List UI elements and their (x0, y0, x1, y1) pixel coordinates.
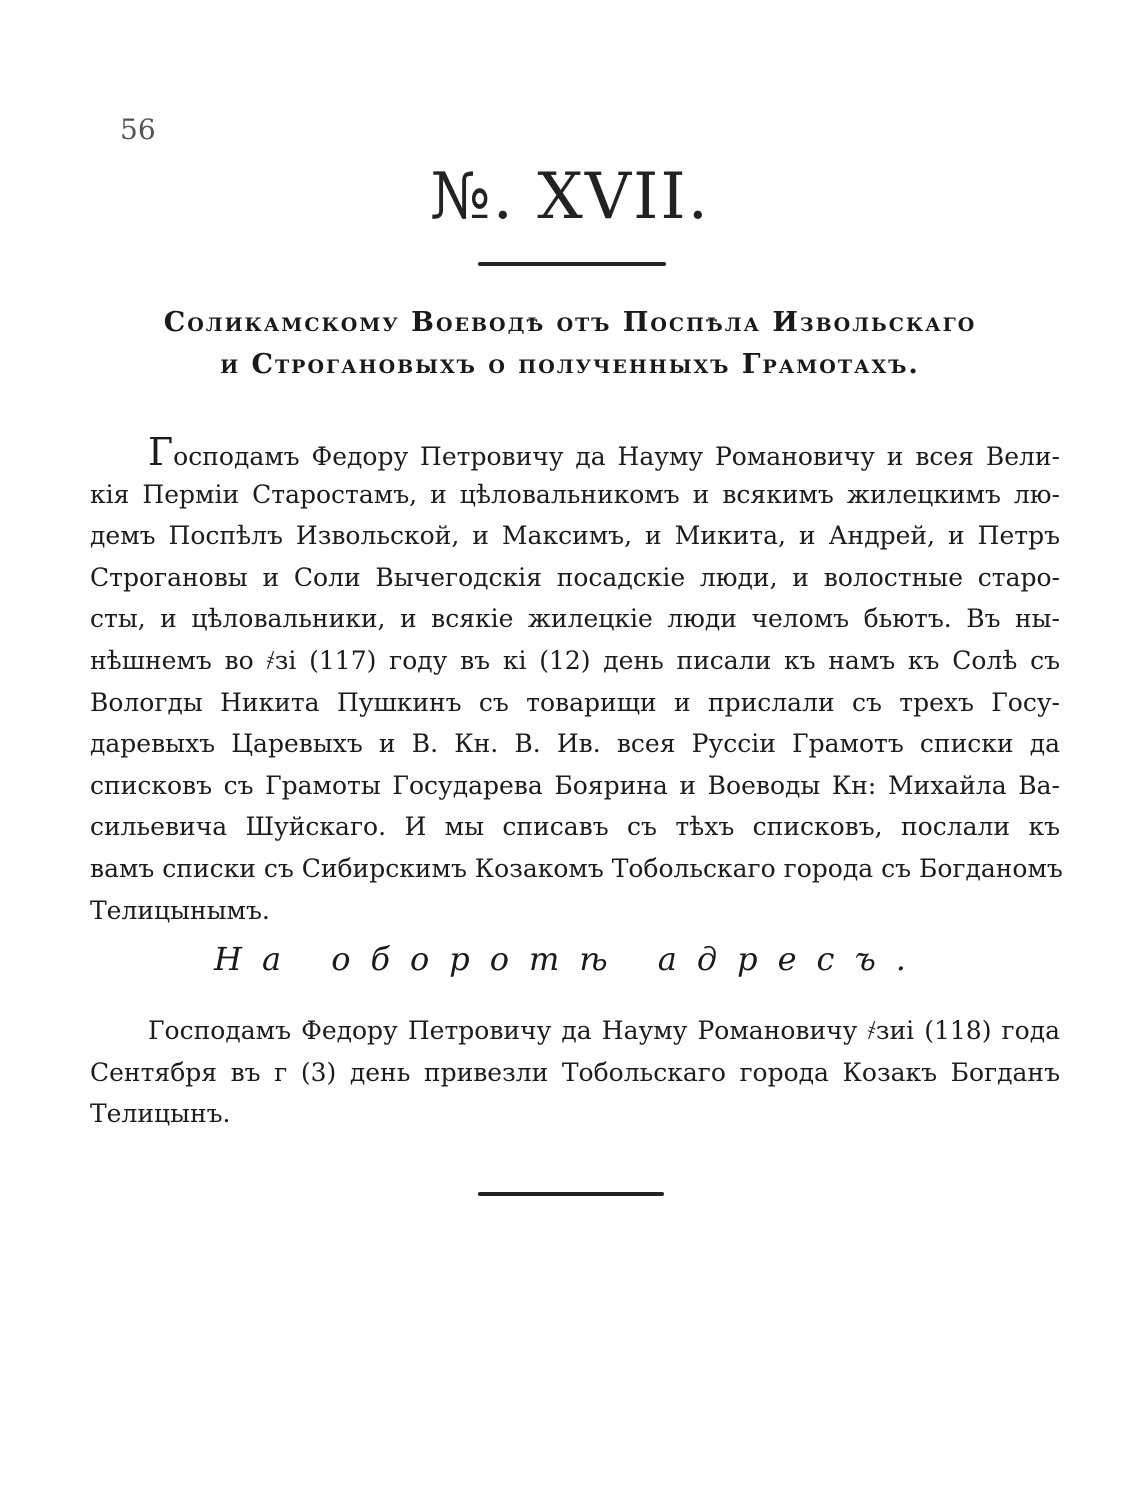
document-number: №. XVII. (430, 160, 710, 234)
text-line: Строгановы и Соли Вычегодскія посадскіе люди, и волостные старо- (90, 562, 1060, 592)
heading-line: Соликамскому Воеводѣ отъ Поспѣла Извольскаго (163, 307, 977, 338)
address-title: На оборотѣ адресъ. (214, 940, 926, 978)
text-line: кія Перміи Старостамъ, и цѣловальникомъ и всякимъ жилецкимъ лю- (90, 479, 1060, 509)
bottom-divider (478, 1192, 664, 1196)
text-line: списковъ съ Грамоты Государева Боярина и Воеводы Кн: Михайла Ва- (90, 770, 1060, 800)
heading-line: и Строгановыхъ о полученныхъ Грамотахъ. (220, 349, 920, 380)
text-line: вамъ списки съ Сибирскимъ Козакомъ Тобольскаго города съ Богданомъ (90, 853, 1063, 883)
text-line: нѣшнемъ во ҂зі (117) году въ кі (12) день писали къ намъ къ Солѣ съ (90, 645, 1060, 675)
drop-cap: Г (148, 430, 174, 474)
text-line: Телицынымъ. (90, 895, 270, 925)
text-line: Господамъ Федору Петровичу да Науму Романовичу ҂зиі (118) года (148, 1016, 1060, 1045)
document-heading (70, 302, 1070, 386)
page-number: 56 (120, 113, 156, 146)
text-line-rest: осподамъ Федору Петровичу да Науму Романовичу и всея Вели- (173, 442, 1060, 471)
text-line: Телицынъ. (90, 1099, 231, 1129)
text-line: сильевича Шуйскаго. И мы списавъ съ тѣхъ списковъ, послали къ (90, 812, 1060, 842)
text-line: Вологды Никита Пушкинъ съ товарищи и прислали съ трехъ Госу- (90, 687, 1060, 717)
text-line: даревыхъ Царевыхъ и В. Кн. В. Ив. всея Руссіи Грамотъ списки да (90, 729, 1060, 759)
top-divider (478, 262, 666, 266)
text-line: сты, и цѣловальники, и всякіе жилецкіе люди челомъ бьютъ. Въ ны- (90, 604, 1060, 634)
text-line (90, 432, 1060, 474)
text-line: демъ Поспѣлъ Извольской, и Максимъ, и Микита, и Андрей, и Петръ (90, 521, 1060, 551)
main-text (90, 430, 1063, 931)
text-line: Сентября въ г (3) день привезли Тобольскаго города Козакъ Богданъ (90, 1057, 1060, 1087)
address-text (90, 1010, 1060, 1135)
